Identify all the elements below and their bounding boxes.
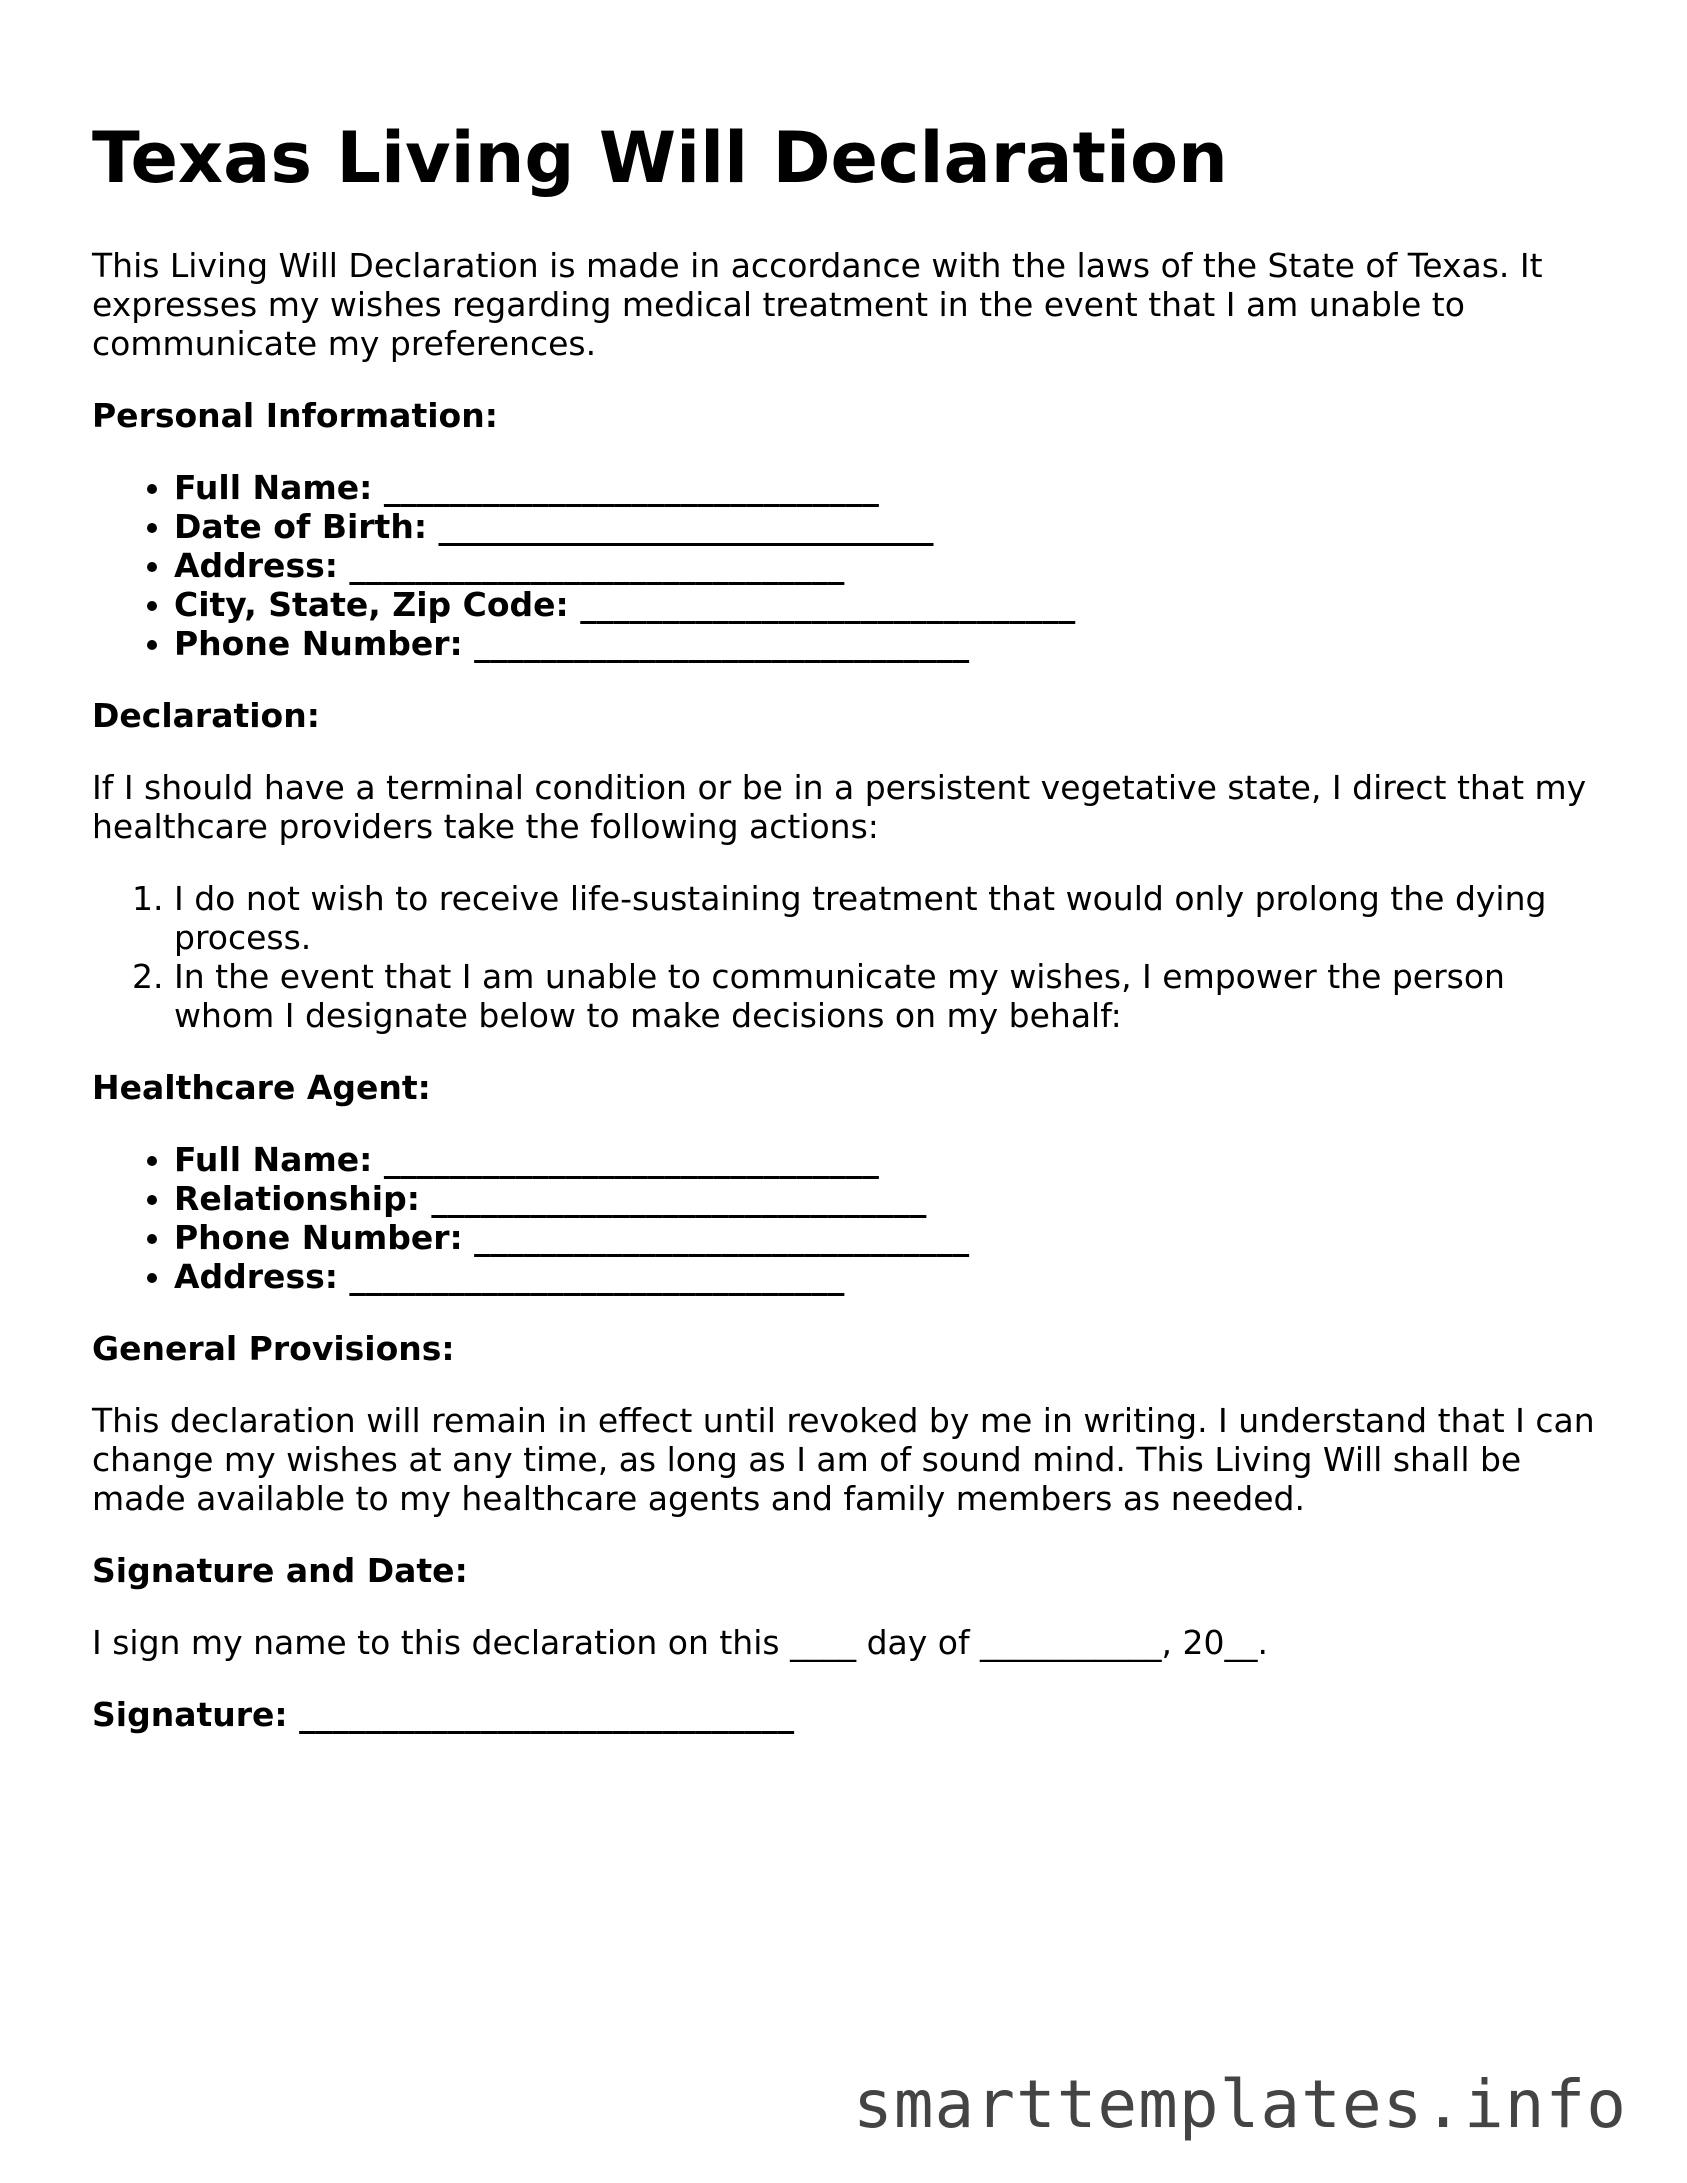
- agent-phone-number-field: • Phone Number: ______________________________: [174, 1218, 1612, 1257]
- declaration-item: 1. I do not wish to receive life-sustaining treatment that would only prolong the dying process.: [174, 879, 1612, 957]
- agent-relationship-field: • Relationship: ______________________________: [174, 1179, 1612, 1218]
- intro-paragraph: This Living Will Declaration is made in accordance with the laws of the State of Texas. It expresses my wishes regarding medical treatment in the event that I am unable to communicate my preferences.: [92, 246, 1543, 363]
- personal-phone-number-field: • Phone Number: ______________________________: [174, 624, 1612, 663]
- agent-address-field: • Address: ______________________________: [174, 1257, 1612, 1296]
- personal-info-list: [92, 468, 1612, 663]
- personal-city-state-zip-field: • City, State, Zip Code: ______________________________: [174, 585, 1612, 624]
- declaration-paragraph: If I should have a terminal condition or be in a persistent vegetative state, I direct that my healthcare providers take the following actions:: [92, 768, 1587, 846]
- signature-line: Signature: ______________________________: [92, 1695, 795, 1734]
- declaration-heading: Declaration:: [92, 696, 320, 735]
- healthcare-agent-list: [92, 1140, 1612, 1296]
- document-page: [92, 118, 1612, 1767]
- declaration-list: [92, 879, 1612, 1035]
- healthcare-agent-heading: Healthcare Agent:: [92, 1068, 431, 1107]
- document-title: Texas Living Will Declaration: [92, 117, 1228, 199]
- agent-full-name-field: • Full Name: ______________________________: [174, 1140, 1612, 1179]
- personal-full-name-field: • Full Name: ______________________________: [174, 468, 1612, 507]
- signature-date-heading: Signature and Date:: [92, 1551, 468, 1590]
- signature-date-paragraph: I sign my name to this declaration on this ____ day of ___________, 20__.: [92, 1623, 1269, 1662]
- watermark: smarttemplates.info: [853, 2066, 1627, 2143]
- personal-address-field: • Address: ______________________________: [174, 546, 1612, 585]
- general-provisions-paragraph: This declaration will remain in effect until revoked by me in writing. I understand that I can change my wishes at any time, as long as I am of sound mind. This Living Will shall be made available to my healthcare agents and family members as needed.: [92, 1401, 1595, 1518]
- declaration-item: 2. In the event that I am unable to communicate my wishes, I empower the person whom I designate below to make decisions on my behalf:: [174, 957, 1612, 1035]
- general-provisions-heading: General Provisions:: [92, 1329, 455, 1368]
- personal-date-of-birth-field: • Date of Birth: ______________________________: [174, 507, 1612, 546]
- personal-info-heading: Personal Information:: [92, 396, 498, 435]
